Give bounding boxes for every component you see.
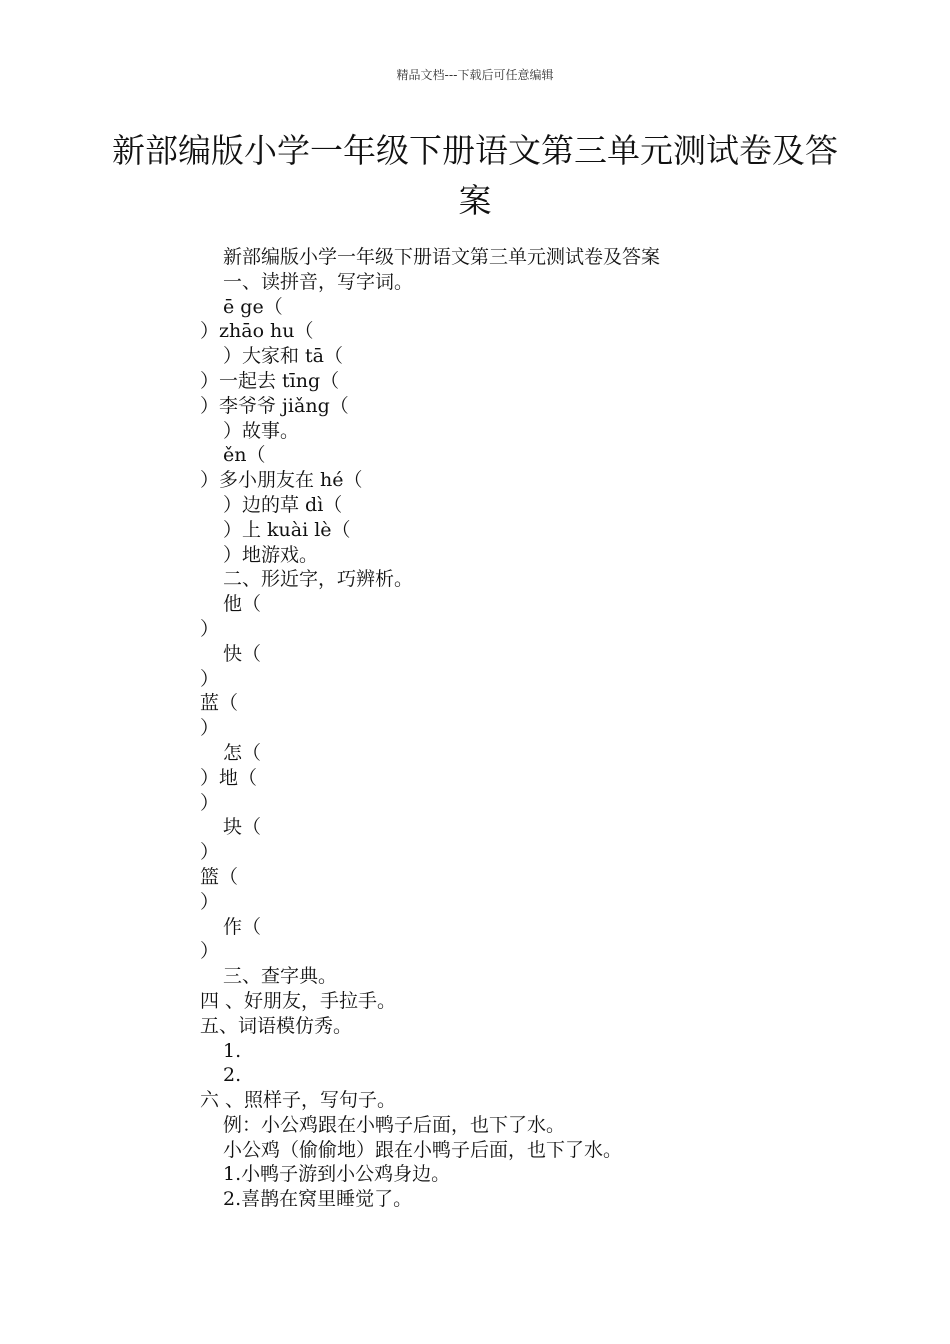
body-line: 三、查字典。 xyxy=(223,965,338,988)
document-title: 新部编版小学一年级下册语文第三单元测试卷及答案 xyxy=(112,131,838,220)
body-line: 一、读拼音，写字词。 xyxy=(223,270,414,293)
body-line: ） xyxy=(200,841,220,864)
body-line: 2.喜鹊在窝里睡觉了。 xyxy=(223,1188,413,1211)
body-line: ）一起去 tīng（ xyxy=(200,369,340,392)
page-header: 精品文档---下载后可任意编辑 xyxy=(396,68,554,82)
body-line: ） xyxy=(200,667,220,690)
body-line: 1. xyxy=(223,1039,242,1062)
body-line: ）李爷爷 jiǎng（ xyxy=(200,394,349,417)
body-line: 怎（ xyxy=(223,741,262,764)
body-line: ） xyxy=(200,890,220,913)
body-line: ）地游戏。 xyxy=(223,543,319,566)
body-line: 小公鸡（偷偷地）跟在小鸭子后面，也下了水。 xyxy=(223,1138,623,1161)
body-line: 例：小公鸡跟在小鸭子后面，也下了水。 xyxy=(223,1113,566,1136)
body-line: ） xyxy=(200,940,220,963)
body-line: ）上 kuài lè（ xyxy=(223,518,351,541)
body-line: 四 、好朋友，手拉手。 xyxy=(200,989,397,1012)
body-line: 二、形近字，巧辨析。 xyxy=(223,568,414,591)
body-line: 他（ xyxy=(223,593,262,616)
body-line: ）边的草 dì（ xyxy=(223,493,343,516)
body-line: 六 、照样子，写句子。 xyxy=(200,1089,397,1112)
body-line: 1.小鸭子游到小公鸡身边。 xyxy=(223,1163,451,1186)
body-line: ē ge（ xyxy=(223,295,283,318)
body-line: 2. xyxy=(223,1064,242,1087)
body-line: 新部编版小学一年级下册语文第三单元测试卷及答案 xyxy=(223,246,661,268)
body-line: ） xyxy=(200,617,220,640)
body-line: ） xyxy=(200,717,220,740)
body-line: 五、词语模仿秀。 xyxy=(200,1014,353,1037)
body-line: 作（ xyxy=(223,915,262,938)
body-line: ） xyxy=(200,791,220,814)
body-line: ）故事。 xyxy=(223,419,300,442)
body-line: ）多小朋友在 hé（ xyxy=(200,469,363,492)
body-line: ěn（ xyxy=(223,444,266,467)
body-line: ）地（ xyxy=(200,766,258,789)
body-line: 篮（ xyxy=(200,865,239,888)
body-line: 块（ xyxy=(223,816,262,839)
body-line: ）大家和 tā（ xyxy=(223,345,344,368)
document-body xyxy=(200,245,850,1212)
body-line: ）zhāo hu（ xyxy=(200,320,314,343)
body-line: 蓝（ xyxy=(200,692,239,715)
body-line: 快（ xyxy=(223,642,262,665)
